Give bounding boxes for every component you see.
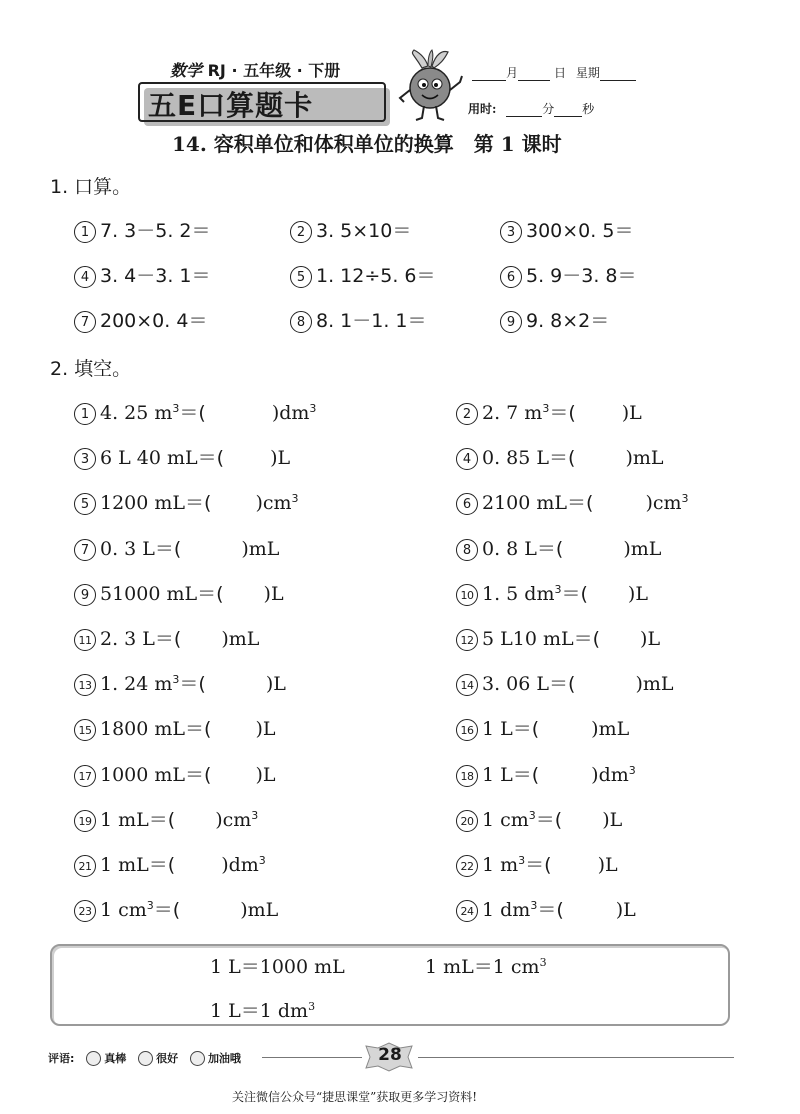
given-quantity: 1. 5 dm — [482, 582, 555, 605]
given-quantity: 1 L — [482, 763, 513, 786]
equals-open-paren: ＝( — [512, 718, 540, 741]
target-unit: )L — [621, 402, 642, 424]
oral-calc-item — [290, 261, 446, 288]
item-number-badge: 13 — [74, 674, 96, 696]
target-unit: )L — [627, 582, 648, 605]
fill-blank-item — [74, 714, 275, 741]
lesson-title: 14. 容积单位和体积单位的换算 第 1 课时 — [172, 132, 562, 156]
given-quantity: 2. 7 m — [482, 402, 543, 424]
target-unit: )dm — [271, 402, 310, 424]
equals-open-paren: ＝( — [148, 854, 176, 876]
cheer-face-icon[interactable] — [190, 1051, 205, 1066]
item-number-badge: 9 — [500, 311, 522, 333]
item-number-badge: 20 — [456, 810, 478, 832]
given-quantity: 51000 mL — [100, 582, 198, 605]
target-unit: )mL — [241, 537, 280, 560]
equals-open-paren: ＝( — [153, 899, 181, 922]
section2-heading: 2. 填空。 — [50, 358, 132, 380]
item-number-badge: 15 — [74, 719, 96, 741]
item-number-badge: 8 — [290, 311, 312, 333]
fill-blank-item — [74, 760, 275, 787]
fill-blank-item — [74, 805, 258, 832]
day-label: 日 — [554, 66, 567, 80]
target-exponent: 3 — [251, 808, 259, 822]
given-quantity: 1 L — [482, 718, 513, 741]
target-unit: )L — [255, 718, 276, 741]
given-exponent: 3 — [554, 582, 562, 596]
equals-open-paren: ＝( — [537, 899, 564, 922]
item-number-badge: 11 — [74, 629, 96, 651]
target-unit: )L — [270, 447, 291, 470]
item-number-badge: 2 — [456, 403, 478, 425]
equals-open-paren: ＝( — [154, 628, 182, 650]
given-quantity: 2100 mL — [482, 492, 568, 515]
formula-1: 1 L＝1000 mL — [210, 956, 345, 978]
date-line — [472, 64, 636, 81]
target-unit: )L — [640, 628, 661, 650]
target-unit: )mL — [221, 628, 260, 650]
target-unit: )mL — [625, 447, 664, 470]
target-unit: )mL — [591, 718, 630, 741]
item-number-badge: 1 — [74, 221, 96, 243]
footer-rule-left — [262, 1057, 362, 1058]
fill-blank-item — [456, 579, 648, 606]
expression: 300×0. 5＝ — [526, 220, 634, 242]
item-number-badge: 16 — [456, 719, 478, 741]
fill-blank-item — [74, 850, 266, 877]
weekday-label: 星期 — [575, 66, 600, 80]
given-exponent: 3 — [542, 402, 550, 415]
item-number-badge: 6 — [500, 266, 522, 288]
given-exponent: 3 — [518, 854, 526, 867]
target-exponent: 3 — [681, 492, 689, 506]
grade-label: RJ · 五年级 · 下册 — [207, 61, 341, 80]
given-quantity: 0. 8 L — [482, 537, 537, 560]
target-unit: )L — [602, 808, 623, 831]
item-number-badge: 22 — [456, 855, 478, 877]
fill-blank-item — [74, 624, 259, 651]
weekday-blank[interactable] — [600, 68, 636, 81]
eval-option-great[interactable]: 真棒 — [104, 1052, 127, 1065]
fill-blank-item — [456, 398, 642, 425]
item-number-badge: 4 — [456, 448, 478, 470]
equals-open-paren: ＝( — [535, 808, 563, 831]
target-unit: )cm — [645, 492, 682, 515]
item-number-badge: 23 — [74, 900, 96, 922]
fill-blank-item — [456, 895, 636, 922]
item-number-badge: 1 — [74, 403, 96, 425]
given-quantity: 4. 25 m — [100, 402, 173, 424]
equals-open-paren: ＝( — [549, 673, 576, 696]
fill-blank-item — [74, 669, 286, 696]
fill-blank-item — [456, 850, 618, 877]
equals-open-paren: ＝( — [567, 492, 594, 515]
item-number-badge: 2 — [290, 221, 312, 243]
formula-3: 1 L＝1 $dm^3$ — [210, 1000, 316, 1022]
target-unit: )dm — [221, 854, 259, 876]
item-number-badge: 3 — [500, 221, 522, 243]
target-unit: )mL — [623, 537, 662, 560]
equals-open-paren: ＝( — [197, 582, 224, 605]
item-number-badge: 7 — [74, 539, 96, 561]
equals-open-paren: ＝( — [179, 402, 206, 424]
card-title: 五E口算题卡 — [148, 89, 314, 122]
target-unit: )L — [615, 899, 636, 922]
page-number: 28 — [378, 1045, 402, 1065]
item-number-badge: 3 — [74, 448, 96, 470]
equals-open-paren: ＝( — [154, 537, 182, 560]
item-number-badge: 21 — [74, 855, 96, 877]
item-number-badge: 12 — [456, 629, 478, 651]
given-quantity: 6 L 40 mL — [100, 447, 198, 470]
oral-calc-item — [290, 216, 421, 243]
target-exponent: 3 — [258, 854, 266, 867]
equals-open-paren: ＝( — [525, 854, 552, 876]
given-exponent: 3 — [528, 808, 536, 822]
fill-blank-item — [74, 398, 316, 425]
fill-blank-item — [456, 669, 673, 696]
equals-open-paren: ＝( — [549, 402, 576, 424]
smile-face-icon[interactable] — [86, 1051, 101, 1066]
equals-open-paren: ＝( — [573, 628, 601, 650]
section1-heading: 1. 口算。 — [50, 176, 132, 198]
fill-blank-item — [74, 488, 299, 515]
fill-blank-item — [456, 714, 629, 741]
beet-mascot-icon — [392, 48, 468, 124]
equals-open-paren: ＝( — [185, 718, 212, 741]
target-exponent: 3 — [291, 492, 299, 506]
given-quantity: 0. 3 L — [100, 537, 155, 560]
target-unit: )mL — [635, 673, 674, 696]
given-exponent: 3 — [172, 673, 180, 687]
fill-blank-item — [456, 805, 622, 832]
item-number-badge: 24 — [456, 900, 478, 922]
expression: 9. 8×2＝ — [526, 310, 610, 332]
item-number-badge: 6 — [456, 493, 478, 515]
oral-calc-item — [500, 261, 647, 288]
item-number-badge: 10 — [456, 584, 478, 606]
equals-open-paren: ＝( — [561, 582, 588, 605]
equals-open-paren: ＝( — [185, 763, 212, 786]
oral-calc-item — [500, 216, 643, 243]
series-label — [170, 58, 340, 81]
second-blank[interactable] — [554, 104, 582, 117]
target-unit: )L — [597, 854, 618, 876]
given-quantity: 1 mL — [100, 808, 149, 831]
given-quantity: 1 dm — [482, 899, 531, 922]
time-label: 用时: — [468, 102, 497, 116]
time-line — [468, 100, 594, 117]
footer-rule-right — [418, 1057, 734, 1058]
minute-blank[interactable] — [506, 104, 542, 117]
equals-open-paren: ＝( — [549, 447, 576, 470]
oral-calc-item — [290, 306, 437, 333]
fill-blank-item — [74, 895, 278, 922]
target-unit: )cm — [255, 492, 292, 515]
target-unit: )dm — [591, 763, 629, 786]
expression: 3. 4－3. 1＝ — [100, 265, 211, 287]
target-exponent: 3 — [628, 763, 636, 777]
given-exponent: 3 — [172, 402, 180, 415]
item-number-badge: 4 — [74, 266, 96, 288]
equals-open-paren: ＝( — [197, 447, 225, 470]
given-quantity: 1 mL — [100, 854, 149, 876]
subject-label: 数学 — [170, 61, 203, 80]
month-blank[interactable] — [472, 68, 506, 81]
given-quantity: 1. 24 m — [100, 673, 173, 696]
given-quantity: 1800 mL — [100, 718, 186, 741]
target-unit: )L — [255, 763, 276, 786]
expression: 200×0. 4＝ — [100, 310, 208, 332]
fill-blank-item — [74, 534, 279, 561]
given-quantity: 5 L10 mL — [482, 628, 574, 650]
equals-open-paren: ＝( — [148, 808, 176, 831]
fill-blank-item — [74, 443, 290, 470]
target-unit: )cm — [215, 808, 252, 831]
item-number-badge: 5 — [74, 493, 96, 515]
item-number-badge: 18 — [456, 765, 478, 787]
month-label: 月 — [506, 66, 519, 80]
oral-calc-item — [74, 261, 221, 288]
target-exponent: 3 — [309, 402, 317, 415]
eval-option-keep-going[interactable]: 加油哦 — [207, 1052, 241, 1065]
expression: 3. 5×10＝ — [316, 220, 412, 242]
oral-calc-item — [500, 306, 619, 333]
target-unit: )mL — [240, 899, 279, 922]
eval-option-good[interactable]: 很好 — [156, 1052, 179, 1065]
fill-blank-item — [456, 760, 636, 787]
given-quantity: 1000 mL — [100, 763, 186, 786]
item-number-badge: 17 — [74, 765, 96, 787]
expression: 5. 9－3. 8＝ — [526, 265, 637, 287]
second-label: 秒 — [582, 102, 595, 116]
item-number-badge: 14 — [456, 674, 478, 696]
given-quantity: 1 m — [482, 854, 519, 876]
expression: 1. 12÷5. 6＝ — [316, 265, 436, 287]
formula-2: 1 mL＝1 $cm^3$ — [425, 956, 547, 978]
evaluation-row — [48, 1050, 241, 1066]
evaluation-label: 评语: — [48, 1052, 75, 1065]
fill-blank-item — [456, 488, 689, 515]
minute-label: 分 — [542, 102, 555, 116]
item-number-badge: 5 — [290, 266, 312, 288]
given-quantity: 1 cm — [100, 899, 147, 922]
equals-open-paren: ＝( — [536, 537, 564, 560]
footer-note: 关注微信公众号“捷思课堂”获取更多学习资料! — [232, 1090, 478, 1104]
expression: 7. 3－5. 2＝ — [100, 220, 211, 242]
target-unit: )L — [265, 673, 286, 696]
happy-face-icon[interactable] — [138, 1051, 153, 1066]
equals-open-paren: ＝( — [185, 492, 212, 515]
given-quantity: 0. 85 L — [482, 447, 550, 470]
item-number-badge: 9 — [74, 584, 96, 606]
given-quantity: 1 cm — [482, 808, 529, 831]
fill-blank-item — [456, 534, 661, 561]
oral-calc-item — [74, 216, 221, 243]
target-unit: )L — [263, 582, 284, 605]
given-quantity: 3. 06 L — [482, 673, 550, 696]
given-exponent: 3 — [146, 899, 154, 913]
day-blank[interactable] — [518, 68, 550, 81]
equals-open-paren: ＝( — [512, 763, 540, 786]
item-number-badge: 7 — [74, 311, 96, 333]
fill-blank-item — [74, 579, 284, 606]
item-number-badge: 19 — [74, 810, 96, 832]
given-exponent: 3 — [530, 899, 538, 913]
fill-blank-item — [456, 624, 660, 651]
oral-calc-item — [74, 306, 217, 333]
formula-box — [50, 944, 730, 1026]
fill-blank-item — [456, 443, 663, 470]
item-number-badge: 8 — [456, 539, 478, 561]
given-quantity: 2. 3 L — [100, 628, 155, 650]
equals-open-paren: ＝( — [179, 673, 206, 696]
expression: 8. 1－1. 1＝ — [316, 310, 427, 332]
given-quantity: 1200 mL — [100, 492, 186, 515]
